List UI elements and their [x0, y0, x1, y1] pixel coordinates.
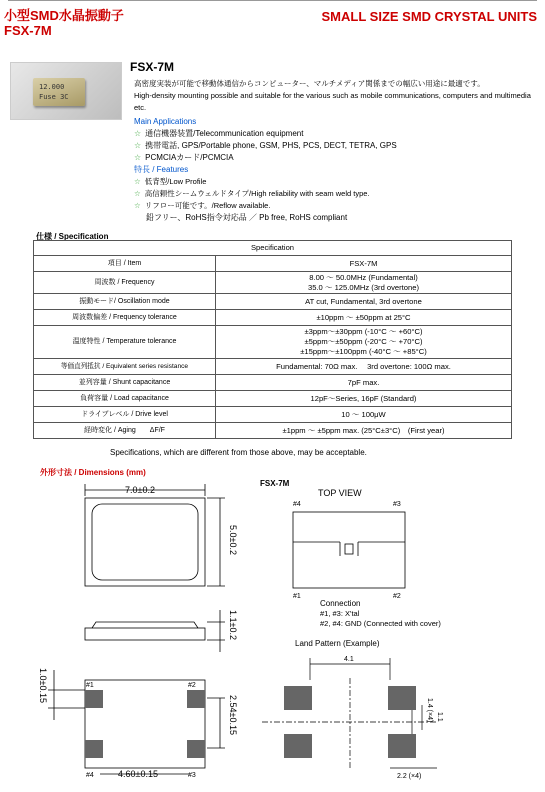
connection-1: #1, #3: X'tal — [320, 609, 360, 618]
pin-label: #4 — [293, 501, 301, 508]
star-icon: ☆ — [134, 153, 142, 162]
photo-marking-1: 12.000 — [39, 83, 65, 91]
crystal-image — [33, 78, 85, 106]
title-en: SMALL SIZE SMD CRYSTAL UNITS — [321, 9, 537, 24]
dim-pad-pitch-h: 4.60±0.15 — [118, 769, 158, 779]
intro-en: High-density mounting possible and suitable for the various such as mobile communications, computers and multimedia etc. — [134, 91, 531, 112]
spec-label: 仕様 / Specification — [36, 232, 109, 241]
dim-pad-pitch-v: 2.54±0.15 — [228, 695, 238, 735]
dim-thickness: 1.1±0.2 — [228, 610, 238, 640]
top-view-title: TOP VIEW — [318, 488, 362, 498]
pin-label: #2 — [188, 682, 196, 689]
pin-label: #2 — [393, 593, 401, 600]
spec-header: Specification — [34, 241, 512, 256]
application-item: ☆ PCMCIAカード/PCMCIA — [134, 153, 234, 162]
pin-label: #1 — [293, 593, 301, 600]
land-pad — [388, 686, 416, 710]
title-model: FSX-7M — [4, 23, 52, 38]
spec-note: Specifications, which are different from those above, may be acceptable. — [110, 448, 367, 457]
feature-item: ☆ 高信頼性シームウェルドタイプ/High reliability with seam weld type. — [134, 189, 370, 198]
features-heading: 特長 / Features — [134, 165, 189, 174]
pad-3 — [187, 740, 205, 758]
body-outline — [85, 498, 205, 586]
pad-1 — [85, 690, 103, 708]
land-pad — [284, 734, 312, 758]
table-row: 項目 / Item FSX-7M — [34, 256, 512, 272]
product-model: FSX-7M — [130, 60, 175, 74]
table-row: 経時変化 / Aging ΔF/F ±1ppm 〜 ±5ppm max. (25°C±3°C) (First year) — [34, 423, 512, 439]
top-rule — [8, 0, 537, 1]
table-row: 周波数 / Frequency 8.00 〜 50.0MHz (Fundamental) 35.0 〜 125.0MHz (3rd overtone) — [34, 272, 512, 294]
pin-label: #3 — [188, 772, 196, 779]
dim-height: 5.0±0.2 — [228, 525, 238, 555]
feature-item: 鉛フリー、RoHS指令対応品 ／ Pb free, RoHS compliant — [146, 213, 348, 222]
land-pattern-drawing — [262, 650, 442, 780]
dimensions-label: 外形寸法 / Dimensions (mm) — [40, 468, 146, 477]
land-title: Land Pattern (Example) — [295, 639, 380, 648]
pad-2 — [187, 690, 205, 708]
intro-jp: 高密度実装が可能で移動体通信からコンピューター、マルチメディア関係までの幅広い用途に最適です。 — [134, 79, 485, 88]
photo-marking-2: Fuse 3C — [39, 93, 69, 101]
feature-item: ☆ リフロー可能です。/Reflow available. — [134, 201, 271, 210]
top-view-model: FSX-7M — [260, 479, 290, 488]
pin-label: #3 — [393, 501, 401, 508]
table-row: 振動モード/ Oscillation mode AT cut, Fundamental, 3rd overtone — [34, 294, 512, 310]
application-item: ☆ 通信機器装置/Telecommunication equipment — [134, 129, 304, 138]
product-photo — [10, 62, 122, 120]
top-view-drawing — [260, 476, 440, 646]
side-view — [85, 628, 205, 640]
product-intro — [134, 78, 534, 224]
land-pad — [388, 734, 416, 758]
star-icon: ☆ — [134, 141, 142, 150]
page-title — [4, 8, 124, 38]
star-icon: ☆ — [134, 177, 141, 186]
star-icon: ☆ — [134, 201, 141, 210]
side-lid — [92, 622, 198, 628]
spec-table — [33, 240, 512, 439]
land-pad-w: 1.4 (×4) — [426, 698, 433, 723]
table-row: ドライブレベル / Drive level 10 〜 100μW — [34, 407, 512, 423]
table-row: 等価直列抵抗 / Equivalent series resistance Fundamental: 70Ω max. 3rd overtone: 100Ω max. — [34, 359, 512, 375]
star-icon: ☆ — [134, 189, 141, 198]
dim-width: 7.0±0.2 — [125, 485, 155, 495]
connection-2: #2, #4: GND (Connected with cover) — [320, 619, 441, 628]
pin-label: #4 — [86, 772, 94, 779]
table-row: 負荷容量 / Load capacitance 12pF〜Series, 16pF (Standard) — [34, 391, 512, 407]
table-row: 周波数偏差 / Frequency tolerance ±10ppm 〜 ±50ppm at 25°C — [34, 310, 512, 326]
land-width: 4.1 — [344, 656, 354, 663]
crystal-symbol — [345, 544, 353, 554]
applications-heading: Main Applications — [134, 117, 197, 126]
application-item: ☆ 携帯電話, GPS/Portable phone, GSM, PHS, PCS, DECT, TETRA, GPS — [134, 141, 397, 150]
feature-item: ☆ 低背型/Low Profile — [134, 177, 207, 186]
pad-4 — [85, 740, 103, 758]
dim-pad-height: 1.0±0.15 — [38, 668, 48, 703]
table-row: 温度特性 / Temperature tolerance ±3ppm〜±30ppm (-10°C 〜 +60°C) ±5ppm〜±50ppm (-20°C 〜 +70°C) ±15ppm〜±100ppm (-40°C 〜 +85°C) — [34, 326, 512, 359]
table-row: 並列容量 / Shunt capacitance 7pF max. — [34, 375, 512, 391]
table-row — [34, 241, 512, 256]
dimension-drawing — [30, 480, 260, 780]
lid-outline — [92, 504, 198, 580]
land-pitch: 1.1 — [436, 712, 443, 722]
pin-label: #1 — [86, 682, 94, 689]
land-pad — [284, 686, 312, 710]
title-jp: 小型SMD水晶振動子 — [4, 8, 124, 23]
land-pad-l: 2.2 (×4) — [397, 773, 422, 780]
connection-title: Connection — [320, 599, 361, 608]
star-icon: ☆ — [134, 129, 142, 138]
top-view-body — [293, 512, 405, 588]
